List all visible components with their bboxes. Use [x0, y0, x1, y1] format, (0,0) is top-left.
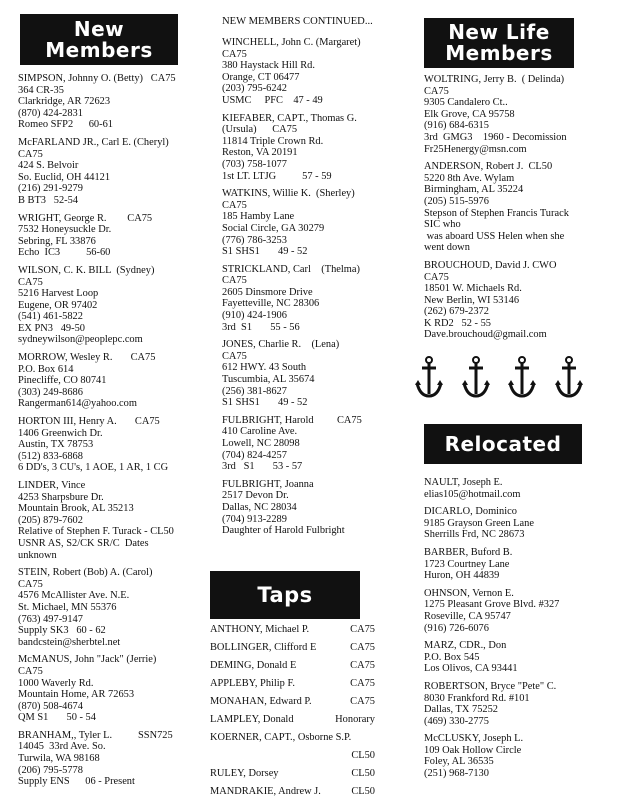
taps-row: [210, 642, 375, 654]
member-detail-line: Mountain Home, AR 72653: [18, 689, 135, 701]
new-member-entry: [18, 213, 198, 259]
member-detail-line: (870) 424-2831: [18, 107, 83, 119]
member-detail-line: Orange, CT 06477: [222, 71, 300, 83]
taps-name: APPLEBY, Philip F.: [210, 677, 296, 689]
member-detail-line: S1 SHS1 49 - 52: [222, 246, 308, 258]
new-member-entry: [18, 654, 198, 724]
taps-row: [210, 786, 375, 798]
new-members-list: [18, 73, 198, 788]
taps-unit: Honorary: [335, 713, 375, 725]
member-detail-line: Eugene, OR 97402: [18, 299, 98, 311]
member-name: STRICKLAND, Carl (Thelma): [222, 263, 360, 275]
member-detail-line: (512) 833-6868: [18, 450, 83, 462]
anchor-icon: [507, 356, 537, 400]
new-member-entry: [222, 339, 397, 409]
taps-name: KOERNER, CAPT., Osborne S.P.: [210, 731, 352, 743]
member-name: WINCHELL, John C. (Margaret): [222, 37, 361, 48]
member-detail-line: QM S1 50 - 54: [18, 712, 96, 724]
new-member-entry: [18, 480, 198, 561]
member-detail-line: (303) 249-8686: [18, 386, 83, 398]
column-life-relocated: [424, 0, 599, 780]
member-detail-line: USNR AS, S2/CK SR/C Dates: [18, 537, 149, 549]
new-member-entry: [222, 113, 397, 183]
member-detail-line: 2605 Dinsmore Drive: [222, 286, 313, 298]
member-name: McCLUSKY, Joseph L.: [424, 733, 524, 745]
member-detail-line: 1406 Greenwich Dr.: [18, 427, 103, 439]
member-detail-line: (Ursula) CA75: [222, 124, 298, 136]
taps-name: [210, 750, 345, 762]
member-name: STEIN, Robert (Bob) A. (Carol): [18, 567, 153, 579]
member-detail-line: CA75: [222, 48, 247, 60]
relocated-entry: [424, 640, 604, 675]
relocated-entry: [424, 681, 604, 727]
new-member-entry: [222, 415, 397, 473]
member-detail-line: B BT3 52-54: [18, 194, 79, 206]
member-detail-line: 18501 W. Michaels Rd.: [424, 283, 522, 295]
member-detail-line: (203) 795-6242: [222, 83, 287, 95]
relocated-entry: [424, 547, 604, 582]
relocated-entry: [424, 733, 604, 779]
member-detail-line: (205) 879-7602: [18, 514, 83, 526]
member-detail-line: P.O. Box 545: [424, 651, 480, 663]
member-name: KIEFABER, CAPT., Thomas G.: [222, 112, 357, 124]
taps-unit: CA75: [350, 695, 375, 707]
life-member-entry: [424, 260, 599, 341]
member-detail-line: (206) 795-5778: [18, 764, 83, 776]
relocated-banner-title: Relocated: [444, 432, 562, 456]
member-detail-line: 4576 McAllister Ave. N.E.: [18, 590, 130, 602]
member-detail-line: (541) 461-5822: [18, 311, 83, 323]
member-detail-line: Foley, AL 36535: [424, 756, 494, 768]
taps-row: [210, 732, 375, 744]
member-detail-line: CA75: [18, 276, 43, 288]
taps-row: [210, 678, 375, 690]
new-members-banner-line2: Members: [45, 38, 153, 62]
member-detail-line: 380 Haystack Hill Rd.: [222, 60, 315, 72]
taps-name: ANTHONY, Michael P.: [210, 624, 310, 635]
member-name: WILSON, C. K. BILL (Sydney): [18, 264, 155, 276]
taps-name: MONAHAN, Edward P.: [210, 695, 312, 707]
anchor-icon: [414, 356, 444, 400]
taps-banner: [210, 571, 360, 619]
member-detail-line: 2517 Devon Dr.: [222, 490, 289, 502]
member-detail-line: 364 CR-35: [18, 84, 64, 96]
member-detail-line: 1723 Courtney Lane: [424, 558, 510, 570]
member-detail-line: Fayetteville, NC 28306: [222, 298, 320, 310]
member-detail-line: Dallas, NC 28034: [222, 501, 297, 513]
member-name: SIMPSON, Johnny O. (Betty) CA75: [18, 73, 176, 84]
member-detail-line: was aboard USS Helen when she: [424, 230, 565, 242]
taps-row: [210, 696, 375, 708]
new-members-banner: [20, 14, 178, 65]
member-detail-line: 1000 Waverly Rd.: [18, 677, 94, 689]
anchor-icon: [461, 356, 491, 400]
taps-unit: CA75: [350, 624, 375, 635]
relocated-entry: [424, 588, 604, 634]
member-name: BRANHAM,, Tyler L. SSN725: [18, 729, 173, 741]
taps-unit: CL50: [351, 767, 375, 779]
member-detail-line: Roseville, CA 95747: [424, 610, 511, 622]
new-member-entry: [18, 730, 198, 788]
member-detail-line: 410 Caroline Ave.: [222, 426, 298, 438]
column-continued: [210, 0, 397, 797]
member-detail-line: bandcstein@sherbtel.net: [18, 636, 121, 648]
member-detail-line: Elk Grove, CA 95758: [424, 108, 515, 120]
member-detail-line: Austin, TX 78753: [18, 439, 94, 451]
member-detail-line: 3rd S1 55 - 56: [222, 321, 300, 333]
member-detail-line: CA75: [424, 271, 449, 283]
taps-row: [210, 624, 375, 636]
member-detail-line: K RD2 52 - 55: [424, 317, 491, 329]
member-name: BROUCHOUD, David J. CWO: [424, 259, 557, 271]
new-life-banner-line2: Members: [445, 41, 553, 65]
taps-unit: CL50: [351, 749, 375, 761]
member-detail-line: Supply SK3 60 - 62: [18, 625, 106, 637]
member-name: WATKINS, Willie K. (Sherley): [222, 188, 355, 200]
member-detail-line: CA75: [18, 578, 43, 590]
taps-unit: CL50: [351, 785, 375, 797]
new-member-entry: [222, 188, 397, 258]
column-new-members: [18, 0, 198, 794]
new-member-entry: [18, 352, 198, 410]
member-name: ROBERTSON, Bryce "Pete" C.: [424, 680, 557, 692]
anchor-row: [414, 356, 584, 400]
member-detail-line: (704) 824-4257: [222, 449, 287, 461]
member-detail-line: Stepson of Stephen Francis Turack: [424, 207, 569, 219]
new-life-banner-line1: New Life: [448, 20, 550, 44]
member-detail-line: sydneywilson@peoplepc.com: [18, 334, 143, 346]
new-member-entry: [18, 73, 198, 131]
taps-unit: CA75: [350, 641, 375, 653]
member-detail-line: So. Euclid, OH 44121: [18, 171, 111, 183]
member-detail-line: Sebring, FL 33876: [18, 235, 96, 247]
member-detail-line: 109 Oak Hollow Circle: [424, 744, 522, 756]
taps-unit: CA75: [350, 677, 375, 689]
life-member-entry: [424, 161, 599, 254]
member-detail-line: 7532 Honeysuckle Dr.: [18, 224, 112, 236]
taps-name: MANDRAKIE, Andrew J.: [210, 785, 321, 797]
member-detail-line: 612 HWY. 43 South: [222, 362, 307, 374]
taps-unit: CA75: [350, 659, 375, 671]
member-detail-line: St. Michael, MN 55376: [18, 601, 117, 613]
member-detail-line: New Berlin, WI 53146: [424, 294, 520, 306]
member-detail-line: 5216 Harvest Loop: [18, 288, 99, 300]
member-detail-line: (216) 291-9279: [18, 183, 83, 195]
taps-list: [210, 624, 375, 804]
member-detail-line: Los Olivos, CA 93441: [424, 663, 518, 675]
member-detail-line: (763) 497-9147: [18, 613, 83, 625]
member-name: WOLTRING, Jerry B. ( Delinda): [424, 74, 565, 85]
taps-row: [210, 768, 375, 780]
new-members-continued-list: [222, 37, 397, 537]
member-detail-line: CA75: [222, 199, 247, 211]
member-detail-line: 14045 33rd Ave. So.: [18, 741, 106, 753]
anchor-icon: [554, 356, 584, 400]
member-detail-line: Clarkridge, AR 72623: [18, 96, 111, 108]
member-name: HORTON III, Henry A. CA75: [18, 416, 160, 428]
new-members-banner-line1: New: [73, 17, 125, 41]
new-member-entry: [222, 37, 397, 107]
member-detail-line: 3rd S1 53 - 57: [222, 461, 303, 473]
member-detail-line: (262) 679-2372: [424, 306, 489, 318]
member-detail-line: Social Circle, GA 30279: [222, 222, 325, 234]
member-detail-line: 1275 Pleasant Grove Blvd. #327: [424, 599, 560, 611]
new-member-entry: [18, 567, 198, 648]
new-life-members-banner: [424, 18, 574, 68]
member-detail-line: 5220 8th Ave. Wylam: [424, 172, 515, 184]
member-detail-line: Dave.brouchoud@gmail.com: [424, 329, 547, 341]
member-name: NAULT, Joseph E.: [424, 477, 503, 488]
member-detail-line: (469) 330-2775: [424, 715, 489, 727]
member-detail-line: 3rd GMG3 1960 - Decomission: [424, 131, 567, 143]
relocated-entry: [424, 477, 604, 500]
member-detail-line: Rangerman614@yahoo.com: [18, 398, 137, 410]
member-detail-line: 1st LT. LTJG 57 - 59: [222, 170, 332, 182]
member-name: FULBRIGHT, Harold CA75: [222, 414, 362, 426]
member-detail-line: Turwila, WA 98168: [18, 753, 100, 765]
member-name: OHNSON, Vernon E.: [424, 587, 514, 599]
new-member-entry: [18, 137, 198, 207]
member-detail-line: (910) 424-1906: [222, 310, 287, 322]
member-detail-line: CA75: [222, 275, 247, 287]
life-member-entry: [424, 74, 599, 155]
member-detail-line: Supply ENS 06 - Present: [18, 776, 135, 788]
member-detail-line: CA75: [18, 665, 43, 677]
member-detail-line: Dallas, TX 75252: [424, 704, 498, 716]
member-detail-line: 185 Hamby Lane: [222, 211, 295, 223]
member-name: DICARLO, Dominico: [424, 506, 517, 518]
member-detail-line: Pinecliffe, CO 80741: [18, 375, 107, 387]
member-name: McMANUS, John "Jack" (Jerrie): [18, 654, 157, 666]
taps-name: LAMPLEY, Donald: [210, 713, 294, 725]
member-detail-line: Echo IC3 56-60: [18, 247, 111, 259]
member-detail-line: EX PN3 49-50: [18, 322, 85, 334]
member-detail-line: (205) 515-5976: [424, 195, 489, 207]
continued-title: NEW MEMBERS CONTINUED...: [222, 16, 373, 27]
relocated-entry: [424, 506, 604, 541]
member-detail-line: (256) 381-8627: [222, 385, 287, 397]
member-name: FULBRIGHT, Joanna: [222, 478, 314, 490]
member-name: ANDERSON, Robert J. CL50: [424, 161, 553, 173]
member-detail-line: (703) 758-1077: [222, 158, 287, 170]
member-detail-line: (776) 786-3253: [222, 234, 287, 246]
member-detail-line: 9185 Grayson Green Lane: [424, 517, 534, 529]
member-detail-line: P.O. Box 614: [18, 363, 74, 375]
member-detail-line: 9305 Candalero Ct..: [424, 97, 508, 109]
member-detail-line: SIC who: [424, 219, 461, 231]
member-detail-line: Lowell, NC 28098: [222, 438, 300, 449]
member-detail-line: unknown: [18, 549, 57, 561]
relocated-list: [424, 477, 604, 786]
member-detail-line: Reston, VA 20191: [222, 147, 298, 159]
taps-banner-title: Taps: [257, 583, 313, 607]
member-detail-line: USMC PFC 47 - 49: [222, 94, 323, 106]
member-name: MORROW, Wesley R. CA75: [18, 352, 156, 364]
member-name: BARBER, Buford B.: [424, 546, 513, 558]
member-detail-line: Romeo SFP2 60-61: [18, 119, 113, 131]
relocated-banner: [424, 424, 582, 464]
member-detail-line: Sherrills Frd, NC 28673: [424, 529, 525, 541]
member-detail-line: S1 SHS1 49 - 52: [222, 397, 308, 409]
member-detail-line: Tuscumbia, AL 35674: [222, 374, 315, 386]
member-detail-line: CA75: [222, 350, 247, 362]
member-name: JONES, Charlie R. (Lena): [222, 339, 340, 351]
member-detail-line: (916) 684-6315: [424, 120, 489, 132]
taps-row: [210, 750, 375, 762]
member-detail-line: elias105@hotmail.com: [424, 488, 521, 500]
member-detail-line: 6 DD's, 3 CU's, 1 AOE, 1 AR, 1 CG: [18, 462, 169, 474]
taps-row: [210, 714, 375, 726]
member-detail-line: Daughter of Harold Fulbright: [222, 525, 345, 537]
member-detail-line: 11814 Triple Crown Rd.: [222, 135, 324, 147]
member-detail-line: 424 S. Belvoir: [18, 160, 79, 172]
taps-name: DEMING, Donald E: [210, 659, 297, 671]
member-detail-line: (916) 726-6076: [424, 622, 489, 634]
new-member-entry: [222, 264, 397, 334]
member-detail-line: (870) 508-4674: [18, 700, 83, 712]
member-detail-line: 8030 Frankford Rd. #101: [424, 692, 530, 704]
member-detail-line: (704) 913-2289: [222, 513, 287, 525]
member-name: McFARLAND JR., Carl E. (Cheryl): [18, 136, 169, 148]
member-detail-line: Birmingham, AL 35224: [424, 184, 524, 196]
member-detail-line: CA75: [424, 85, 449, 97]
new-member-entry: [18, 265, 198, 346]
new-member-entry: [222, 479, 397, 537]
member-detail-line: Relative of Stephen F. Turack - CL50: [18, 526, 174, 538]
taps-name: RULEY, Dorsey: [210, 767, 279, 779]
taps-row: [210, 660, 375, 672]
member-detail-line: Fr25Henergy@msn.com: [424, 143, 527, 155]
member-name: LINDER, Vince: [18, 480, 86, 491]
new-member-entry: [18, 416, 198, 474]
member-detail-line: Huron, OH 44839: [424, 570, 500, 582]
taps-name: BOLLINGER, Clifford E: [210, 641, 317, 653]
member-detail-line: 4253 Sharpsbure Dr.: [18, 491, 104, 503]
new-life-members-list: [424, 74, 599, 341]
member-detail-line: CA75: [18, 148, 43, 160]
member-detail-line: (251) 968-7130: [424, 768, 489, 780]
member-detail-line: Mountain Brook, AL 35213: [18, 503, 134, 515]
member-name: WRIGHT, George R. CA75: [18, 212, 153, 224]
member-name: MARZ, CDR., Don: [424, 640, 507, 652]
member-detail-line: went down: [424, 242, 470, 254]
